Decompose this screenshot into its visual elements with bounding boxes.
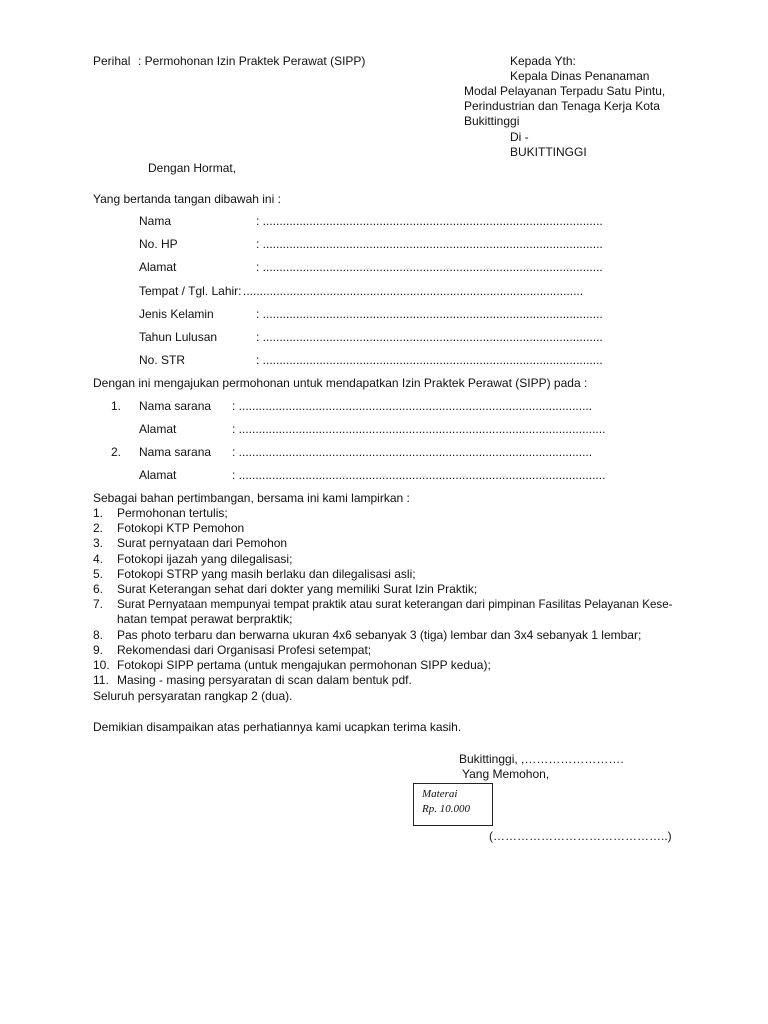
list-item: Surat Pernyataan mempunyai tempat praktik atau surat keterangan dari pimpinan Fasilitas Pelayanan Kese- (117, 598, 673, 611)
recipient-city: BUKITTINGGI (510, 145, 587, 159)
signature-name-line[interactable]: (……………………………………..) (489, 829, 672, 843)
list-item-number: 6. (93, 582, 104, 596)
list-item: Fotokopi SIPP pertama (untuk mengajukan permohonan SIPP kedua); (117, 658, 491, 672)
field-label-ttl: Tempat / Tgl. Lahir: (139, 284, 242, 298)
recipient-line-3: Perindustrian dan Tenaga Kerja Kota (464, 99, 660, 113)
intro-text: Yang bertanda tangan dibawah ini : (93, 192, 281, 206)
field-value-nama[interactable]: : ...................................................................................................... (256, 214, 603, 228)
kepada-label: Kepada Yth: (510, 54, 576, 68)
facility-address-label: Alamat (139, 468, 177, 482)
list-item-number: 8. (93, 628, 104, 642)
field-label-tahun-lulusan: Tahun Lulusan (139, 330, 218, 344)
list-item: Surat pernyataan dari Pemohon (117, 536, 288, 550)
field-label-jenis-kelamin: Jenis Kelamin (139, 307, 214, 321)
list-item-number: 4. (93, 552, 104, 566)
request-text: Dengan ini mengajukan permohonan untuk mendapatkan Izin Praktek Perawat (SIPP) pada : (93, 376, 588, 390)
field-label-nama: Nama (139, 214, 172, 228)
field-label-hp: No. HP (139, 237, 178, 251)
list-item: Rekomendasi dari Organisasi Profesi setempat; (117, 643, 372, 657)
di-label: Di - (510, 130, 529, 144)
list-item-number: 5. (93, 567, 104, 581)
list-item: Permohonan tertulis; (117, 506, 228, 520)
list-item-number: 1. (93, 506, 104, 520)
list-item-number: 9. (93, 643, 104, 657)
facility-number: 1. (111, 399, 122, 413)
facility-name-label: Nama sarana (139, 399, 212, 413)
perihal-label: Perihal (93, 54, 131, 68)
list-item-number: 7. (93, 597, 104, 611)
materai-stamp-box (413, 783, 493, 826)
list-item-number: 3. (93, 536, 104, 550)
facility-name-label: Nama sarana (139, 445, 212, 459)
stamp-line-1: Materai (422, 788, 458, 800)
list-item: Masing - masing persyaratan di scan dalam bentuk pdf. (117, 673, 412, 687)
list-item: Fotokopi KTP Pemohon (117, 521, 245, 535)
list-item: Fotokopi STRP yang masih berlaku dan dilegalisasi asli; (117, 567, 416, 581)
field-label-str: No. STR (139, 353, 186, 367)
list-item-number: 2. (93, 521, 104, 535)
recipient-line-2: Modal Pelayanan Terpadu Satu Pintu, (464, 84, 666, 98)
list-item-number: 11. (93, 673, 109, 687)
field-label-alamat: Alamat (139, 260, 177, 274)
field-value-ttl[interactable]: ...................................................................................................... (243, 284, 584, 298)
field-value-tahun-lulusan[interactable]: : ...................................................................................................... (256, 330, 603, 344)
facility-address-value[interactable]: : .............................................................................................................. (232, 422, 606, 436)
perihal-value: : Permohonan Izin Praktek Perawat (SIPP) (138, 54, 366, 68)
closing-text: Demikian disampaikan atas perhatiannya kami ucapkan terima kasih. (93, 720, 462, 734)
field-value-str[interactable]: : ...................................................................................................... (256, 353, 603, 367)
attachments-intro: Sebagai bahan pertimbangan, bersama ini kami lampirkan : (93, 491, 410, 505)
field-value-alamat[interactable]: : ...................................................................................................... (256, 260, 603, 274)
copies-note: Seluruh persyaratan rangkap 2 (dua). (93, 689, 293, 703)
stamp-line-2: Rp. 10.000 (422, 803, 470, 815)
place-date[interactable]: Bukittinggi, ,……………………. (459, 752, 624, 766)
facility-number: 2. (111, 445, 122, 459)
facility-name-value[interactable]: : .......................................................................................................... (232, 445, 593, 459)
recipient-line-1: Kepala Dinas Penanaman (510, 69, 650, 83)
list-item-number: 10. (93, 658, 110, 672)
recipient-line-4: Bukittinggi (464, 114, 520, 128)
list-item: Surat Keterangan sehat dari dokter yang memiliki Surat Izin Praktik; (117, 582, 478, 596)
list-item: Fotokopi ijazah yang dilegalisasi; (117, 552, 293, 566)
facility-address-value[interactable]: : .............................................................................................................. (232, 468, 606, 482)
facility-address-label: Alamat (139, 422, 177, 436)
field-value-hp[interactable]: : ...................................................................................................... (256, 237, 603, 251)
list-item: Pas photo terbaru dan berwarna ukuran 4x6 sebanyak 3 (tiga) lembar dan 3x4 sebanyak 1 lembar; (117, 628, 642, 642)
greeting: Dengan Hormat, (148, 161, 237, 175)
applicant-label: Yang Memohon, (462, 767, 550, 781)
facility-name-value[interactable]: : .......................................................................................................... (232, 399, 593, 413)
field-value-jenis-kelamin[interactable]: : ...................................................................................................... (256, 307, 603, 321)
list-item-continuation: hatan tempat perawat berpraktik; (117, 612, 293, 626)
